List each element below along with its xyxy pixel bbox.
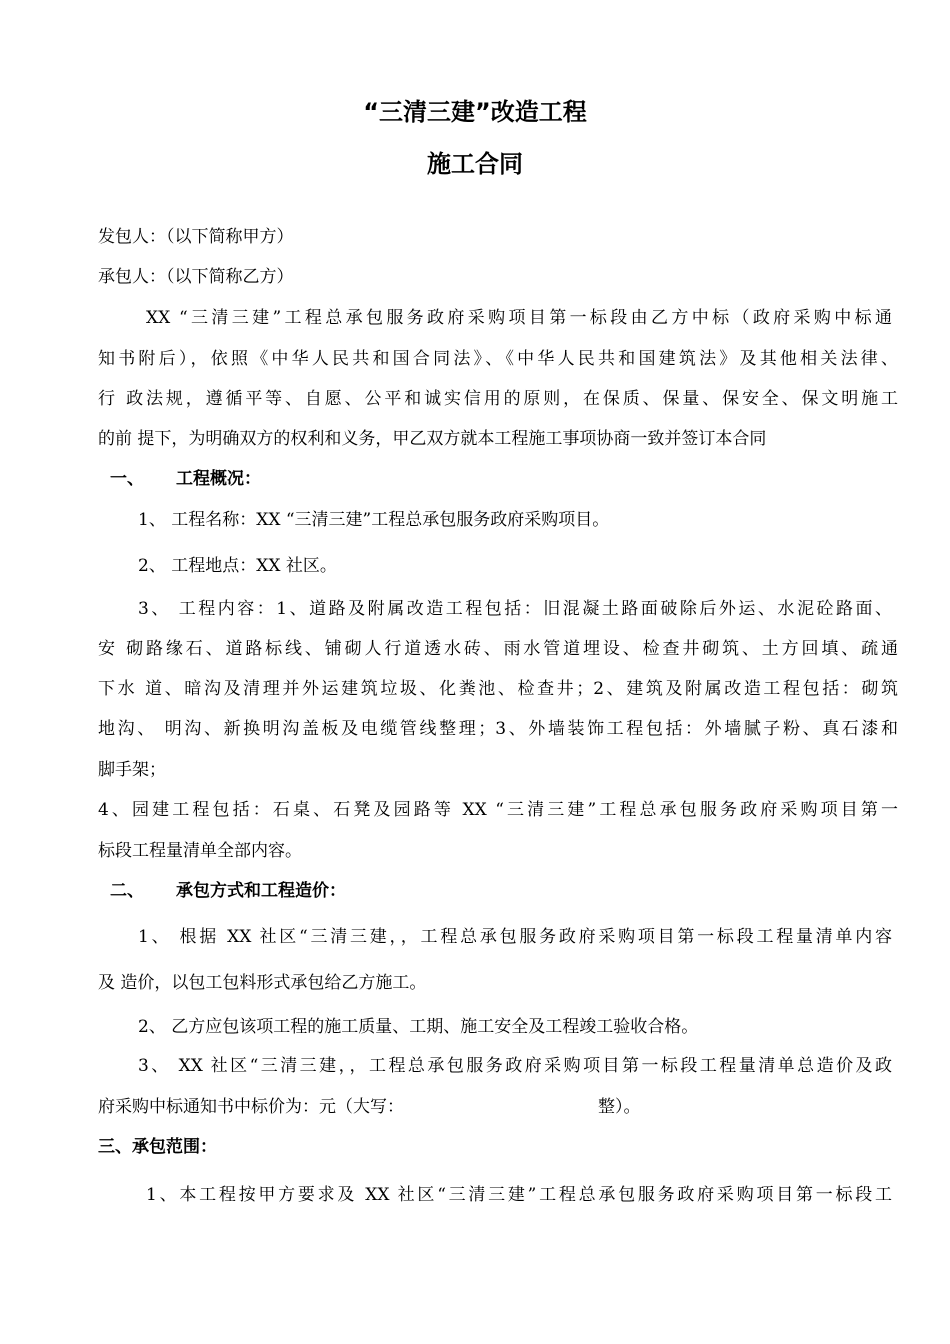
clause-line: 2、 工程地点：XX 社区。 [138, 556, 337, 576]
section-2-heading: 承包方式和工程造价： [176, 881, 346, 901]
clause-line: 1、 工程名称：XX “三清三建”工程总承包服务政府采购项目。 [138, 510, 610, 530]
clause-line: 安 砌路缘石、道路标线、铺砌人行道透水砖、雨水管道埋设、检查井砌筑、土方回填、疏通 [98, 639, 898, 659]
clause-line: 1、 根据 XX 社区“三清三建，，工程总承包服务政府采购项目第一标段工程量清单内容 [138, 927, 892, 947]
document-title: “三清三建”改造工程 [363, 98, 587, 126]
clause-line: 及 造价，以包工包料形式承包给乙方施工。 [98, 973, 427, 993]
clause-line: 1、本工程按甲方要求及 XX 社区“三清三建”工程总承包服务政府采购项目第一标段工 [146, 1185, 892, 1205]
preamble-line: 的前 提下，为明确双方的权利和义务，甲乙双方就本工程施工事项协商一致并签订本合同 [98, 429, 767, 449]
preamble-line: 知书附后），依照《中华人民共和国合同法》、《中华人民共和国建筑法》及其他相关法律、 [98, 349, 898, 369]
clause-line: 下水 道、暗沟及清理并外运建筑垃圾、化粪池、检查井；2、建筑及附属改造工程包括：砌筑 [98, 679, 898, 699]
document-subtitle: 施工合同 [427, 150, 523, 178]
clause-line: 2、 乙方应包该项工程的施工质量、工期、施工安全及工程竣工验收合格。 [138, 1017, 699, 1037]
clause-line: 4、园建工程包括：石桌、石凳及园路等 XX “三清三建”工程总承包服务政府采购项目第一 [98, 800, 898, 820]
section-1-heading: 工程概况： [176, 469, 261, 489]
clause-line: 3、 工程内容：1、道路及附属改造工程包括：旧混凝土路面破除后外运、水泥砼路面、 [138, 599, 892, 619]
clause-line: 府采购中标通知书中标价为：元（大写： [98, 1097, 404, 1117]
preamble-line: 行 政法规，遵循平等、自愿、公平和诚实信用的原则，在保质、保量、保安全、保文明施工 [98, 389, 898, 409]
amount-blank-end: 整）。 [598, 1097, 641, 1117]
section-1-number: 一、 [110, 469, 144, 489]
clause-line: 3、 XX 社区“三清三建，，工程总承包服务政府采购项目第一标段工程量清单总造价及政 [138, 1056, 892, 1076]
section-3-heading: 三、承包范围： [98, 1137, 217, 1157]
clause-line: 脚手架； [98, 760, 166, 780]
clause-line: 地沟、 明沟、新换明沟盖板及电缆管线整理；3、外墙装饰工程包括：外墙腻子粉、真石漆和 [98, 719, 898, 739]
preamble-line: XX “三清三建”工程总承包服务政府采购项目第一标段由乙方中标（政府采购中标通 [146, 308, 892, 328]
contractor-line: 承包人：（以下简称乙方） [98, 267, 294, 287]
clause-line: 标段工程量清单全部内容。 [98, 841, 302, 861]
employer-line: 发包人：（以下简称甲方） [98, 227, 294, 247]
section-2-number: 二、 [110, 881, 144, 901]
